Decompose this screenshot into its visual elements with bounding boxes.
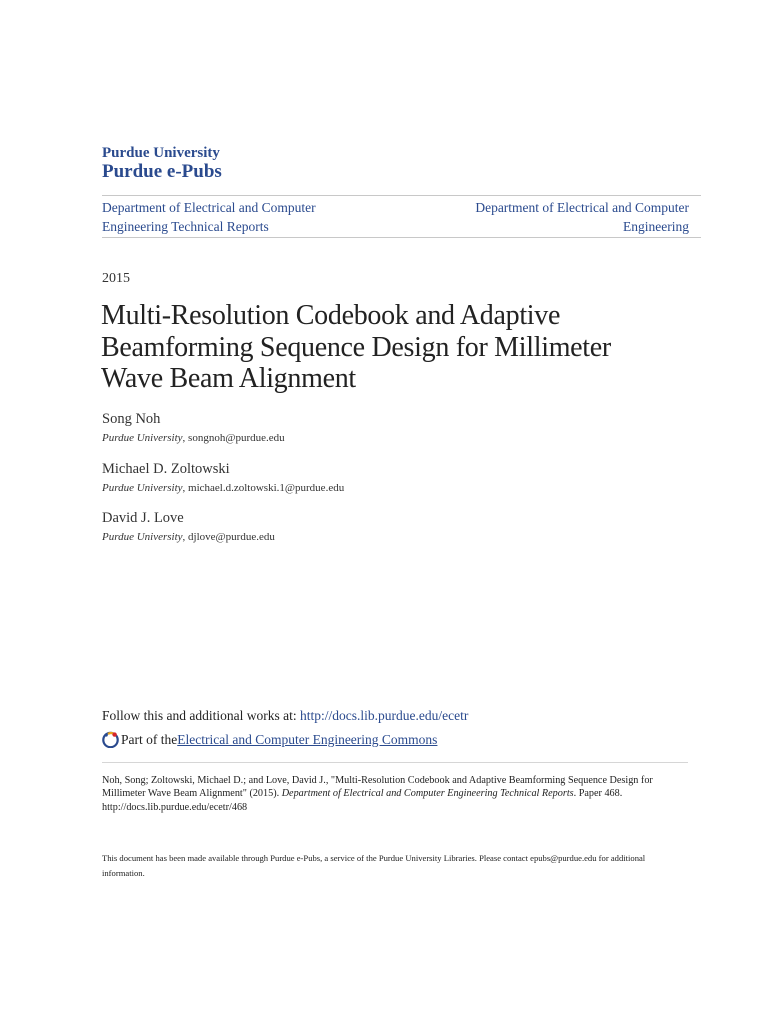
- dept-technical-reports-link[interactable]: Department of Electrical and Computer Engineering Technical Reports: [102, 200, 316, 234]
- publication-year: 2015: [102, 271, 130, 286]
- author-affiliation: [102, 531, 275, 543]
- university-name[interactable]: Purdue University: [102, 145, 220, 161]
- author-affiliation: [102, 432, 285, 444]
- affiliation-email: , songnoh@purdue.edu: [182, 432, 285, 444]
- citation-text: Noh, Song; Zoltowski, Michael D.; and Love, David J., "Multi-Resolution Codebook and Adaptive Beamforming Sequence Design for Millimeter Wave Beam Alignment" (2015).: [102, 775, 653, 800]
- commons-link[interactable]: Electrical and Computer Engineering Commons: [177, 731, 438, 747]
- affiliation-email: , michael.d.zoltowski.1@purdue.edu: [182, 482, 345, 494]
- citation-block: [102, 774, 682, 814]
- follow-line: [102, 708, 468, 724]
- dept-engineering-link[interactable]: Department of Electrical and Computer Engineering: [475, 200, 689, 234]
- affiliation-institution: Purdue University: [102, 482, 183, 494]
- paper-title: Multi-Resolution Codebook and Adaptive Beamforming Sequence Design for Millimeter Wave Beam Alignment: [101, 300, 611, 394]
- divider-bottom: [102, 237, 701, 238]
- author-name: Michael D. Zoltowski: [102, 461, 230, 477]
- affiliation-institution: Purdue University: [102, 432, 183, 444]
- creative-commons-icon: [102, 731, 119, 748]
- author-affiliation: [102, 482, 344, 494]
- repository-name[interactable]: Purdue e-Pubs: [102, 161, 222, 182]
- citation-url[interactable]: http://docs.lib.purdue.edu/ecetr/468: [102, 801, 248, 813]
- divider-top: [102, 195, 701, 196]
- part-of-text: Part of the: [121, 731, 178, 747]
- affiliation-email: , djlove@purdue.edu: [182, 531, 275, 543]
- citation-paper-number: . Paper 468.: [573, 788, 623, 800]
- collection-url-link[interactable]: http://docs.lib.purdue.edu/ecetr: [300, 708, 469, 723]
- affiliation-institution: Purdue University: [102, 531, 183, 543]
- availability-notice: This document has been made available through Purdue e-Pubs, a service of the Purdue University Libraries. Please contact epubs@purdue.edu for additional information.: [102, 853, 646, 878]
- follow-text: Follow this and additional works at:: [102, 708, 300, 723]
- author-name: David J. Love: [102, 510, 184, 526]
- divider-citation: [102, 762, 688, 763]
- citation-series: Department of Electrical and Computer Engineering Technical Reports: [281, 788, 574, 800]
- part-of-line: [102, 731, 437, 748]
- author-name: Song Noh: [102, 411, 161, 427]
